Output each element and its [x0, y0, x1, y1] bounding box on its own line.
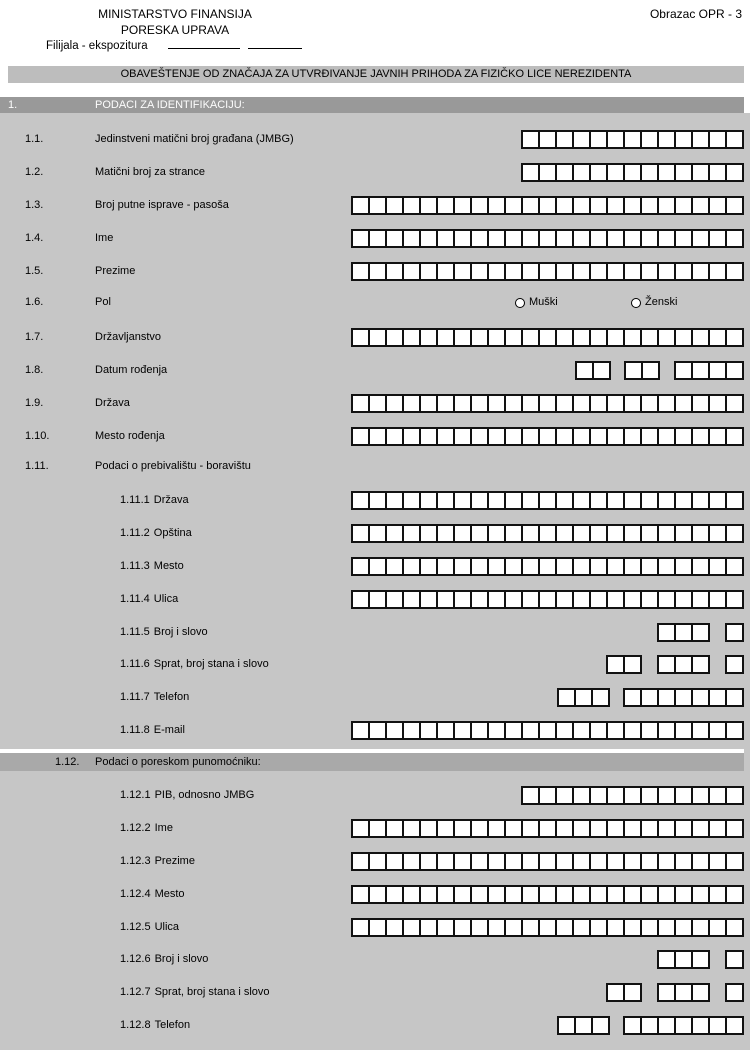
- row-number: 1.1.: [25, 133, 44, 145]
- char-cell[interactable]: [691, 950, 710, 969]
- row-number: 1.8.: [25, 364, 44, 376]
- row-caption-1-11-3: [120, 557, 184, 576]
- char-cell[interactable]: [691, 983, 710, 1002]
- char-cell[interactable]: [725, 262, 744, 281]
- char-cell[interactable]: [623, 983, 642, 1002]
- row-caption-1-12-6: [120, 950, 208, 969]
- row-caption-1-12-4: [120, 885, 185, 904]
- char-cell[interactable]: [725, 655, 744, 674]
- ministry-line1: MINISTARSTVO FINANSIJA: [98, 7, 252, 21]
- char-cell-group-1-11-6-1: [606, 655, 642, 674]
- row-1-7: [0, 328, 750, 347]
- row-label: Telefon: [153, 691, 190, 703]
- row-1-12-7: [0, 983, 750, 1002]
- char-cell[interactable]: [725, 786, 744, 805]
- row-1-10: [0, 427, 750, 446]
- char-cell[interactable]: [725, 688, 744, 707]
- char-cell[interactable]: [725, 983, 744, 1002]
- form-title-banner: OBAVEŠTENJE OD ZNAČAJA ZA UTVRĐIVANJE JAVNIH PRIHODA ZA FIZIČKO LICE NEREZIDENTA: [8, 66, 744, 83]
- char-cell-group-1-8-3: [674, 361, 744, 380]
- char-cell[interactable]: [725, 427, 744, 446]
- row-label: Opština: [153, 527, 192, 539]
- row-caption-1-12-8: [120, 1016, 190, 1035]
- row-number: 1.11.2: [120, 527, 150, 539]
- char-cell-group-1-8-2: [624, 361, 660, 380]
- char-cell-group-1-11-3-1: [351, 557, 744, 576]
- row-number: 1.11.1: [120, 494, 150, 506]
- char-cell-group-1-12-8-1: [557, 1016, 610, 1035]
- char-cell[interactable]: [725, 918, 744, 937]
- row-label: PIB, odnosno JMBG: [154, 789, 255, 801]
- row-number: 1.11.7: [120, 691, 150, 703]
- char-cell[interactable]: [725, 852, 744, 871]
- row-number: 1.11.8: [120, 724, 150, 736]
- char-cell-group-1-11-6-2: [657, 655, 710, 674]
- subsection-header: [0, 753, 744, 771]
- char-cell-group-1-10-1: [351, 427, 744, 446]
- radio-option-muški[interactable]: [515, 293, 558, 312]
- char-cell[interactable]: [725, 229, 744, 248]
- char-cell-group-1-12-7-3: [725, 983, 744, 1002]
- row-1-4: [0, 229, 750, 248]
- row-1-12: [0, 753, 750, 772]
- row-1-11-4: [0, 590, 750, 609]
- row-number: 1.12.7: [120, 986, 151, 998]
- char-cell[interactable]: [725, 163, 744, 182]
- row-label: Ulica: [154, 921, 180, 933]
- subsection-title: Podaci o poreskom punomoćniku:: [95, 756, 261, 768]
- row-number: 1.4.: [25, 232, 44, 244]
- row-number: 1.12.6: [120, 953, 151, 965]
- row-caption-1-11-5: [120, 623, 208, 642]
- char-cell[interactable]: [725, 196, 744, 215]
- char-cell-group-1-12-2-1: [351, 819, 744, 838]
- row-1-12-4: [0, 885, 750, 904]
- row-number: 1.12.2: [120, 822, 151, 834]
- row-caption-1-12-2: [120, 819, 173, 838]
- char-cell-group-1-12-1-1: [521, 786, 744, 805]
- row-1-1: [0, 130, 750, 149]
- row-number: 1.12.1: [120, 789, 151, 801]
- row-caption-1-11-7: [120, 688, 189, 707]
- row-label: Mesto rođenja: [95, 430, 165, 442]
- row-1-11-5: [0, 623, 750, 642]
- char-cell-group-1-12-8-2: [623, 1016, 744, 1035]
- row-number: 1.11.: [25, 460, 49, 472]
- char-cell[interactable]: [725, 361, 744, 380]
- subsection-number: 1.12.: [55, 756, 80, 768]
- row-label: Podaci o prebivalištu - boravištu: [95, 460, 251, 472]
- row-1-11: [0, 457, 750, 476]
- char-cell[interactable]: [691, 655, 710, 674]
- row-number: 1.10.: [25, 430, 50, 442]
- row-label: Jedinstveni matični broj građana (JMBG): [95, 133, 294, 145]
- row-number: 1.11.5: [120, 626, 150, 638]
- row-label: Država: [153, 494, 189, 506]
- row-label: Telefon: [154, 1019, 191, 1031]
- char-cell[interactable]: [725, 524, 744, 543]
- char-cell-group-1-12-5-1: [351, 918, 744, 937]
- char-cell-group-1-11-5-1: [657, 623, 710, 642]
- row-number: 1.11.3: [120, 560, 150, 572]
- row-label: Prezime: [154, 855, 195, 867]
- row-label: Ime: [154, 822, 173, 834]
- char-cell[interactable]: [725, 885, 744, 904]
- char-cell-group-1-7-1: [351, 328, 744, 347]
- row-label: Pol: [95, 296, 111, 308]
- row-caption-1-12-5: [120, 918, 179, 937]
- char-cell-group-1-12-6-2: [725, 950, 744, 969]
- row-caption-1-11-4: [120, 590, 178, 609]
- char-cell-group-1-11-8-1: [351, 721, 744, 740]
- row-label: Sprat, broj stana i slovo: [153, 658, 269, 670]
- char-cell[interactable]: [725, 491, 744, 510]
- char-cell-group-1-12-6-1: [657, 950, 710, 969]
- row-caption-1-12-7: [120, 983, 270, 1002]
- char-cell-group-1-12-7-1: [606, 983, 642, 1002]
- char-cell-group-1-8-1: [575, 361, 611, 380]
- row-label: Matični broj za strance: [95, 166, 206, 178]
- char-cell[interactable]: [725, 328, 744, 347]
- row-label: Ulica: [153, 593, 179, 605]
- row-1-12-3: [0, 852, 750, 871]
- char-cell-group-1-11-7-2: [623, 688, 744, 707]
- form-code: Obrazac OPR - 3: [649, 7, 742, 21]
- char-cell-group-1-9-1: [351, 394, 744, 413]
- row-caption-1-11-8: [120, 721, 185, 740]
- row-label: Broj putne isprave - pasoša: [95, 199, 229, 211]
- row-caption-1-12-1: [120, 786, 254, 805]
- row-1-2: [0, 163, 750, 182]
- branch-label: Filijala - ekspozitura: [46, 40, 148, 52]
- row-1-12-1: [0, 786, 750, 805]
- row-number: 1.12.5: [120, 921, 151, 933]
- char-cell-group-1-2-1: [521, 163, 744, 182]
- row-caption-1-11-1: [120, 491, 189, 510]
- char-cell[interactable]: [725, 590, 744, 609]
- row-label: Sprat, broj stana i slovo: [154, 986, 270, 998]
- char-cell[interactable]: [591, 1016, 610, 1035]
- char-cell-group-1-5-1: [351, 262, 744, 281]
- char-cell[interactable]: [592, 361, 611, 380]
- char-cell-group-1-12-7-2: [657, 983, 710, 1002]
- row-1-8: [0, 361, 750, 380]
- char-cell[interactable]: [641, 361, 660, 380]
- row-label: Državljanstvo: [95, 331, 162, 343]
- row-1-11-6: [0, 655, 750, 674]
- row-number: 1.12.8: [120, 1019, 151, 1031]
- row-1-11-8: [0, 721, 750, 740]
- row-caption-1-11-6: [120, 655, 269, 674]
- char-cell-group-1-11-6-3: [725, 655, 744, 674]
- row-label: Datum rođenja: [95, 364, 168, 376]
- row-1-12-6: [0, 950, 750, 969]
- radio-circle-icon[interactable]: [631, 298, 641, 308]
- row-number: 1.11.4: [120, 593, 150, 605]
- row-1-12-8: [0, 1016, 750, 1035]
- row-label: Prezime: [95, 265, 136, 277]
- row-number: 1.3.: [25, 199, 44, 211]
- char-cell[interactable]: [725, 1016, 744, 1035]
- radio-option-ženski[interactable]: [631, 293, 677, 312]
- char-cell-group-1-11-7-1: [557, 688, 610, 707]
- row-label: Mesto: [154, 888, 185, 900]
- row-number: 1.2.: [25, 166, 44, 178]
- row-1-12-2: [0, 819, 750, 838]
- row-caption-1-11-2: [120, 524, 192, 543]
- section-1-number: 1.: [8, 99, 18, 111]
- row-1-11-3: [0, 557, 750, 576]
- char-cell[interactable]: [725, 819, 744, 838]
- char-cell-group-1-12-3-1: [351, 852, 744, 871]
- row-1-11-1: [0, 491, 750, 510]
- char-cell-group-1-11-1-1: [351, 491, 744, 510]
- row-label: E-mail: [153, 724, 185, 736]
- row-number: 1.5.: [25, 265, 44, 277]
- char-cell[interactable]: [725, 623, 744, 642]
- char-cell-group-1-1-1: [521, 130, 744, 149]
- row-label: Ime: [95, 232, 114, 244]
- row-number: 1.12.3: [120, 855, 151, 867]
- row-number: 1.6.: [25, 296, 44, 308]
- char-cell[interactable]: [725, 557, 744, 576]
- char-cell-group-1-11-4-1: [351, 590, 744, 609]
- char-cell[interactable]: [623, 655, 642, 674]
- row-1-11-2: [0, 524, 750, 543]
- char-cell[interactable]: [691, 623, 710, 642]
- char-cell-group-1-11-2-1: [351, 524, 744, 543]
- radio-label: Ženski: [645, 296, 678, 308]
- char-cell[interactable]: [725, 130, 744, 149]
- radio-label: Muški: [529, 296, 558, 308]
- row-caption-1-12-3: [120, 852, 195, 871]
- radio-circle-icon[interactable]: [515, 298, 525, 308]
- row-label: Broj i slovo: [153, 626, 208, 638]
- ministry-line2: PORESKA UPRAVA: [120, 23, 230, 37]
- char-cell-group-1-11-5-2: [725, 623, 744, 642]
- char-cell-group-1-12-4-1: [351, 885, 744, 904]
- char-cell-group-1-3-1: [351, 196, 744, 215]
- char-cell[interactable]: [591, 688, 610, 707]
- char-cell[interactable]: [725, 721, 744, 740]
- row-label: Broj i slovo: [154, 953, 209, 965]
- char-cell-group-1-4-1: [351, 229, 744, 248]
- row-label: Mesto: [153, 560, 184, 572]
- row-number: 1.12.4: [120, 888, 151, 900]
- row-1-5: [0, 262, 750, 281]
- row-number: 1.9.: [25, 397, 44, 409]
- row-label: Država: [95, 397, 130, 409]
- row-1-9: [0, 394, 750, 413]
- row-1-6: [0, 293, 750, 312]
- row-1-12-5: [0, 918, 750, 937]
- row-number: 1.7.: [25, 331, 44, 343]
- row-number: 1.11.6: [120, 658, 150, 670]
- section-1-title: PODACI ZA IDENTIFIKACIJU:: [95, 99, 245, 111]
- char-cell[interactable]: [725, 394, 744, 413]
- row-1-11-7: [0, 688, 750, 707]
- char-cell[interactable]: [725, 950, 744, 969]
- row-1-3: [0, 196, 750, 215]
